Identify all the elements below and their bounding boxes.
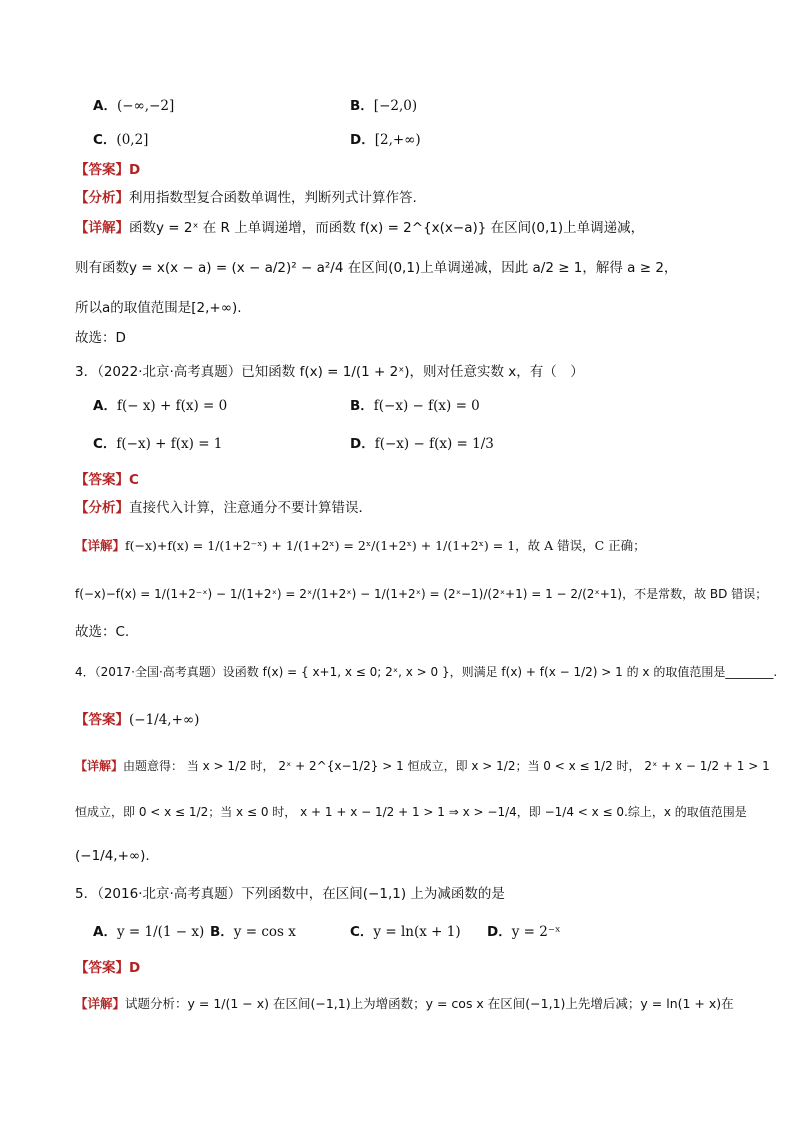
q4-answer — [75, 710, 199, 730]
option-letter: C． — [93, 132, 117, 148]
option-expr: f(− x) + f(x) = 0 — [116, 398, 228, 414]
answer-value: D — [129, 960, 141, 976]
option-letter: C． — [93, 436, 117, 452]
option-expr: [2,+∞) — [374, 132, 421, 148]
option-letter: D． — [350, 132, 375, 148]
option-letter: B． — [350, 398, 374, 414]
q2-conclusion: 故选：D — [75, 330, 126, 346]
answer-value: (−1/4,+∞) — [129, 712, 200, 728]
option-letter: A． — [93, 924, 117, 940]
option-expr: (−∞,−2] — [116, 98, 175, 114]
analysis-text: 利用指数型复合函数单调性，判断列式计算作答. — [129, 190, 417, 206]
option-expr: f(−x) − f(x) = 1/3 — [374, 436, 494, 452]
option-letter: C． — [350, 924, 374, 940]
q2-detail-line3: 所以a的取值范围是[2,+∞). — [75, 300, 242, 316]
q3-answer — [75, 470, 139, 490]
q4-detail-line3: (−1/4,+∞). — [75, 848, 150, 864]
answer-tag: 【答案】 — [75, 960, 129, 976]
answer-value: D — [129, 162, 141, 178]
analysis-tag: 【分析】 — [75, 500, 129, 516]
option-letter: B． — [210, 924, 234, 940]
analysis-text: 直接代入计算，注意通分不要计算错误． — [129, 500, 372, 516]
answer-tag: 【答案】 — [75, 712, 129, 728]
option-letter: A． — [93, 398, 117, 414]
analysis-tag: 【分析】 — [75, 190, 129, 206]
q4-detail-line2: 恒成立，即 0 < x ≤ 1/2；当 x ≤ 0 时， x + 1 + x − 1/2 + 1 > 1 ⇒ x > −1/4，即 −1/4 < x ≤ 0.综上，x 的取值范围是 — [75, 805, 747, 819]
q5-option-a — [93, 922, 204, 942]
q3-analysis — [75, 498, 372, 518]
q3-detail — [75, 536, 646, 556]
q3-option-d — [350, 434, 494, 454]
q5-answer — [75, 958, 140, 978]
option-letter: A． — [93, 98, 117, 114]
q5-detail — [75, 994, 734, 1014]
detail-tag: 【详解】 — [75, 996, 126, 1011]
q5-option-b — [210, 922, 296, 942]
option-letter: B． — [350, 98, 374, 114]
detail-text: f(−x)+f(x) = 1/(1+2⁻ˣ) + 1/(1+2ˣ) = 2ˣ/(1+2ˣ) + 1/(1+2ˣ) = 1，故 A 错误，C 正确； — [125, 538, 646, 553]
q4-stem: 4．（2017·全国·高考真题）设函数 f(x) = { x+1, x ≤ 0; 2ˣ, x > 0 }，则满足 f(x) + f(x − 1/2) > 1 的 x 的取值范围是________. — [75, 665, 778, 679]
option-letter: D． — [487, 924, 512, 940]
option-expr: f(−x) − f(x) = 0 — [373, 398, 480, 414]
answer-tag: 【答案】 — [75, 162, 129, 178]
option-expr: y = 2⁻ˣ — [511, 924, 561, 940]
q5-option-d — [487, 922, 561, 942]
q4-detail — [75, 756, 770, 776]
q2-answer — [75, 160, 140, 180]
q2-option-c — [93, 130, 148, 150]
detail-tag: 【详解】 — [75, 220, 129, 236]
option-expr: y = cos x — [233, 924, 296, 940]
q3-option-a — [93, 396, 227, 416]
q2-analysis — [75, 188, 417, 208]
q2-option-b — [350, 96, 417, 116]
detail-text: 函数y = 2ˣ 在 R 上单调递增，而函数 f(x) = 2^{x(x−a)} 在区间(0,1)上单调递减， — [129, 220, 645, 236]
option-letter: D． — [350, 436, 375, 452]
option-expr: (0,2] — [116, 132, 149, 148]
q5-stem: 5．（2016·北京·高考真题）下列函数中，在区间(−1,1) 上为减函数的是 — [75, 886, 505, 902]
detail-tag: 【详解】 — [75, 759, 124, 773]
q3-option-b — [350, 396, 480, 416]
q2-detail-line2: 则有函数y = x(x − a) = (x − a/2)² − a²/4 在区间(0,1)上单调递减，因此 a/2 ≥ 1，解得 a ≥ 2， — [75, 260, 678, 276]
detail-text: 试题分析：y = 1/(1 − x) 在区间(−1,1)上为增函数；y = cos x 在区间(−1,1)上先增后减；y = ln(1 + x)在 — [125, 996, 734, 1011]
q3-stem: 3．（2022·北京·高考真题）已知函数 f(x) = 1/(1 + 2ˣ)，则对任意实数 x，有（ ） — [75, 364, 584, 380]
option-expr: f(−x) + f(x) = 1 — [116, 436, 223, 452]
option-expr: [−2,0) — [373, 98, 418, 114]
answer-tag: 【答案】 — [75, 472, 129, 488]
q3-detail-line2: f(−x)−f(x) = 1/(1+2⁻ˣ) − 1/(1+2ˣ) = 2ˣ/(1+2ˣ) − 1/(1+2ˣ) = (2ˣ−1)/(2ˣ+1) = 1 − 2/(2ˣ+1)，不是常数，故 BD 错误； — [75, 587, 768, 601]
q2-option-a — [93, 96, 174, 116]
q2-detail — [75, 218, 644, 238]
q5-option-c — [350, 922, 461, 942]
option-expr: y = 1/(1 − x) — [116, 924, 205, 940]
detail-text: 由题意得： 当 x > 1/2 时， 2ˣ + 2^{x−1/2} > 1 恒成立，即 x > 1/2；当 0 < x ≤ 1/2 时， 2ˣ + x − 1/2 + 1 > 1 — [123, 759, 770, 773]
q3-conclusion: 故选：C. — [75, 624, 130, 640]
option-expr: y = ln(x + 1) — [373, 924, 461, 940]
q2-option-d — [350, 130, 421, 150]
detail-tag: 【详解】 — [75, 538, 126, 553]
q3-option-c — [93, 434, 222, 454]
answer-value: C — [129, 472, 139, 488]
